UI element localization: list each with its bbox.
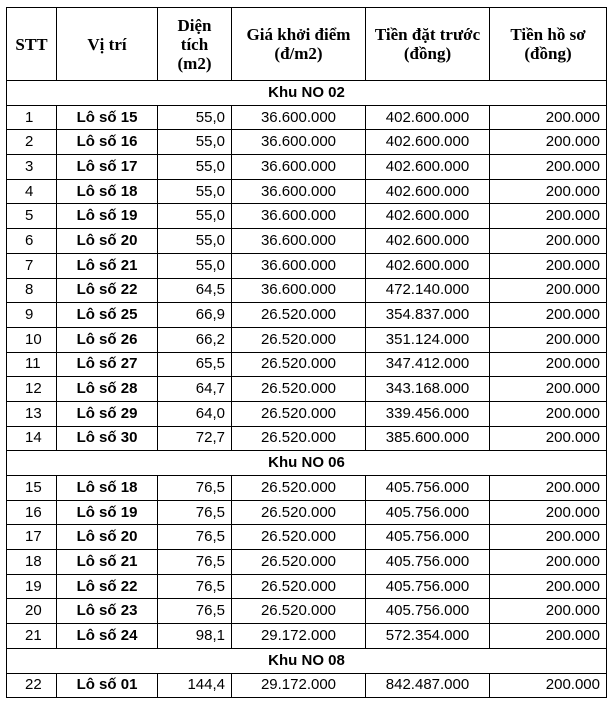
cell-location: Lô số 22 [57, 278, 158, 303]
cell-deposit: 405.756.000 [366, 476, 490, 501]
cell-deposit: 405.756.000 [366, 574, 490, 599]
cell-start-price: 26.520.000 [232, 525, 366, 550]
cell-fee: 200.000 [490, 401, 607, 426]
cell-fee: 200.000 [490, 550, 607, 575]
cell-deposit: 405.756.000 [366, 500, 490, 525]
cell-deposit: 405.756.000 [366, 599, 490, 624]
lot-table [6, 7, 607, 698]
cell-area: 65,5 [158, 352, 232, 377]
cell-area: 76,5 [158, 550, 232, 575]
cell-location: Lô số 21 [57, 253, 158, 278]
cell-stt: 5 [7, 204, 57, 229]
cell-start-price: 26.520.000 [232, 500, 366, 525]
cell-area: 64,0 [158, 401, 232, 426]
table-row [7, 352, 607, 377]
cell-deposit: 405.756.000 [366, 525, 490, 550]
cell-area: 55,0 [158, 105, 232, 130]
cell-fee: 200.000 [490, 574, 607, 599]
table-row [7, 550, 607, 575]
table-row [7, 401, 607, 426]
cell-location: Lô số 18 [57, 179, 158, 204]
cell-area: 55,0 [158, 155, 232, 180]
cell-area: 55,0 [158, 130, 232, 155]
cell-location: Lô số 24 [57, 624, 158, 649]
header-location: Vị trí [57, 8, 158, 81]
cell-stt: 9 [7, 303, 57, 328]
cell-area: 66,9 [158, 303, 232, 328]
cell-location: Lô số 25 [57, 303, 158, 328]
cell-area: 55,0 [158, 179, 232, 204]
cell-location: Lô số 20 [57, 229, 158, 254]
cell-area: 98,1 [158, 624, 232, 649]
cell-stt: 7 [7, 253, 57, 278]
cell-stt: 15 [7, 476, 57, 501]
cell-area: 66,2 [158, 327, 232, 352]
cell-location: Lô số 30 [57, 426, 158, 451]
cell-fee: 200.000 [490, 327, 607, 352]
cell-stt: 2 [7, 130, 57, 155]
cell-start-price: 29.172.000 [232, 673, 366, 698]
cell-deposit: 472.140.000 [366, 278, 490, 303]
cell-deposit: 402.600.000 [366, 155, 490, 180]
cell-location: Lô số 17 [57, 155, 158, 180]
header-area: Diện tích (m2) [158, 8, 232, 81]
cell-stt: 17 [7, 525, 57, 550]
cell-location: Lô số 21 [57, 550, 158, 575]
cell-fee: 200.000 [490, 155, 607, 180]
cell-location: Lô số 19 [57, 500, 158, 525]
table-row [7, 179, 607, 204]
zone-row [7, 451, 607, 476]
cell-stt: 16 [7, 500, 57, 525]
cell-area: 144,4 [158, 673, 232, 698]
table-row [7, 377, 607, 402]
cell-deposit: 572.354.000 [366, 624, 490, 649]
cell-location: Lô số 26 [57, 327, 158, 352]
cell-start-price: 36.600.000 [232, 179, 366, 204]
cell-deposit: 347.412.000 [366, 352, 490, 377]
cell-deposit: 402.600.000 [366, 229, 490, 254]
table-row [7, 673, 607, 698]
cell-area: 76,5 [158, 476, 232, 501]
table-row [7, 599, 607, 624]
table-row [7, 476, 607, 501]
cell-location: Lô số 18 [57, 476, 158, 501]
cell-location: Lô số 19 [57, 204, 158, 229]
cell-deposit: 402.600.000 [366, 204, 490, 229]
cell-area: 55,0 [158, 204, 232, 229]
cell-start-price: 26.520.000 [232, 574, 366, 599]
cell-deposit: 339.456.000 [366, 401, 490, 426]
cell-location: Lô số 20 [57, 525, 158, 550]
cell-location: Lô số 23 [57, 599, 158, 624]
cell-location: Lô số 22 [57, 574, 158, 599]
cell-start-price: 26.520.000 [232, 426, 366, 451]
cell-start-price: 26.520.000 [232, 377, 366, 402]
table-row [7, 303, 607, 328]
cell-area: 64,5 [158, 278, 232, 303]
cell-location: Lô số 27 [57, 352, 158, 377]
cell-stt: 13 [7, 401, 57, 426]
cell-area: 76,5 [158, 500, 232, 525]
cell-location: Lô số 28 [57, 377, 158, 402]
cell-start-price: 26.520.000 [232, 599, 366, 624]
cell-start-price: 36.600.000 [232, 229, 366, 254]
cell-deposit: 343.168.000 [366, 377, 490, 402]
cell-stt: 3 [7, 155, 57, 180]
cell-fee: 200.000 [490, 624, 607, 649]
header-row [7, 8, 607, 81]
header-deposit: Tiền đặt trước (đồng) [366, 8, 490, 81]
zone-title: Khu NO 02 [7, 81, 607, 106]
table-row [7, 327, 607, 352]
cell-fee: 200.000 [490, 500, 607, 525]
cell-stt: 18 [7, 550, 57, 575]
cell-stt: 1 [7, 105, 57, 130]
table-row [7, 574, 607, 599]
header-fee: Tiền hồ sơ (đồng) [490, 8, 607, 81]
cell-stt: 4 [7, 179, 57, 204]
cell-start-price: 26.520.000 [232, 550, 366, 575]
cell-start-price: 36.600.000 [232, 105, 366, 130]
cell-fee: 200.000 [490, 130, 607, 155]
zone-title: Khu NO 08 [7, 648, 607, 673]
cell-fee: 200.000 [490, 253, 607, 278]
table-row [7, 204, 607, 229]
table-header [7, 8, 607, 81]
cell-start-price: 26.520.000 [232, 401, 366, 426]
cell-area: 72,7 [158, 426, 232, 451]
table-row [7, 624, 607, 649]
cell-fee: 200.000 [490, 303, 607, 328]
cell-start-price: 36.600.000 [232, 253, 366, 278]
table-row [7, 105, 607, 130]
cell-deposit: 402.600.000 [366, 105, 490, 130]
cell-start-price: 26.520.000 [232, 303, 366, 328]
cell-area: 76,5 [158, 525, 232, 550]
cell-fee: 200.000 [490, 377, 607, 402]
cell-start-price: 26.520.000 [232, 352, 366, 377]
cell-fee: 200.000 [490, 105, 607, 130]
cell-area: 76,5 [158, 574, 232, 599]
cell-start-price: 29.172.000 [232, 624, 366, 649]
cell-deposit: 351.124.000 [366, 327, 490, 352]
cell-fee: 200.000 [490, 476, 607, 501]
cell-fee: 200.000 [490, 673, 607, 698]
cell-fee: 200.000 [490, 278, 607, 303]
cell-area: 64,7 [158, 377, 232, 402]
table-row [7, 155, 607, 180]
cell-stt: 19 [7, 574, 57, 599]
cell-deposit: 402.600.000 [366, 179, 490, 204]
cell-stt: 6 [7, 229, 57, 254]
cell-start-price: 36.600.000 [232, 130, 366, 155]
cell-deposit: 842.487.000 [366, 673, 490, 698]
table-row [7, 278, 607, 303]
cell-fee: 200.000 [490, 179, 607, 204]
table-row [7, 253, 607, 278]
header-start-price: Giá khởi điểm (đ/m2) [232, 8, 366, 81]
cell-stt: 20 [7, 599, 57, 624]
cell-stt: 12 [7, 377, 57, 402]
cell-fee: 200.000 [490, 599, 607, 624]
cell-start-price: 26.520.000 [232, 327, 366, 352]
table-row [7, 525, 607, 550]
table-row [7, 500, 607, 525]
cell-stt: 22 [7, 673, 57, 698]
cell-stt: 11 [7, 352, 57, 377]
cell-start-price: 36.600.000 [232, 278, 366, 303]
header-stt: STT [7, 8, 57, 81]
cell-start-price: 36.600.000 [232, 204, 366, 229]
cell-area: 55,0 [158, 229, 232, 254]
cell-location: Lô số 29 [57, 401, 158, 426]
table-row [7, 229, 607, 254]
cell-fee: 200.000 [490, 426, 607, 451]
cell-deposit: 354.837.000 [366, 303, 490, 328]
zone-row [7, 648, 607, 673]
cell-fee: 200.000 [490, 352, 607, 377]
table-body [7, 81, 607, 698]
table-row [7, 426, 607, 451]
cell-deposit: 402.600.000 [366, 130, 490, 155]
cell-start-price: 36.600.000 [232, 155, 366, 180]
cell-fee: 200.000 [490, 204, 607, 229]
table-row [7, 130, 607, 155]
cell-location: Lô số 01 [57, 673, 158, 698]
cell-location: Lô số 15 [57, 105, 158, 130]
zone-row [7, 81, 607, 106]
zone-title: Khu NO 06 [7, 451, 607, 476]
cell-stt: 14 [7, 426, 57, 451]
cell-start-price: 26.520.000 [232, 476, 366, 501]
cell-deposit: 385.600.000 [366, 426, 490, 451]
cell-stt: 21 [7, 624, 57, 649]
cell-deposit: 405.756.000 [366, 550, 490, 575]
cell-area: 55,0 [158, 253, 232, 278]
cell-area: 76,5 [158, 599, 232, 624]
cell-fee: 200.000 [490, 229, 607, 254]
cell-stt: 8 [7, 278, 57, 303]
cell-deposit: 402.600.000 [366, 253, 490, 278]
cell-stt: 10 [7, 327, 57, 352]
cell-location: Lô số 16 [57, 130, 158, 155]
cell-fee: 200.000 [490, 525, 607, 550]
